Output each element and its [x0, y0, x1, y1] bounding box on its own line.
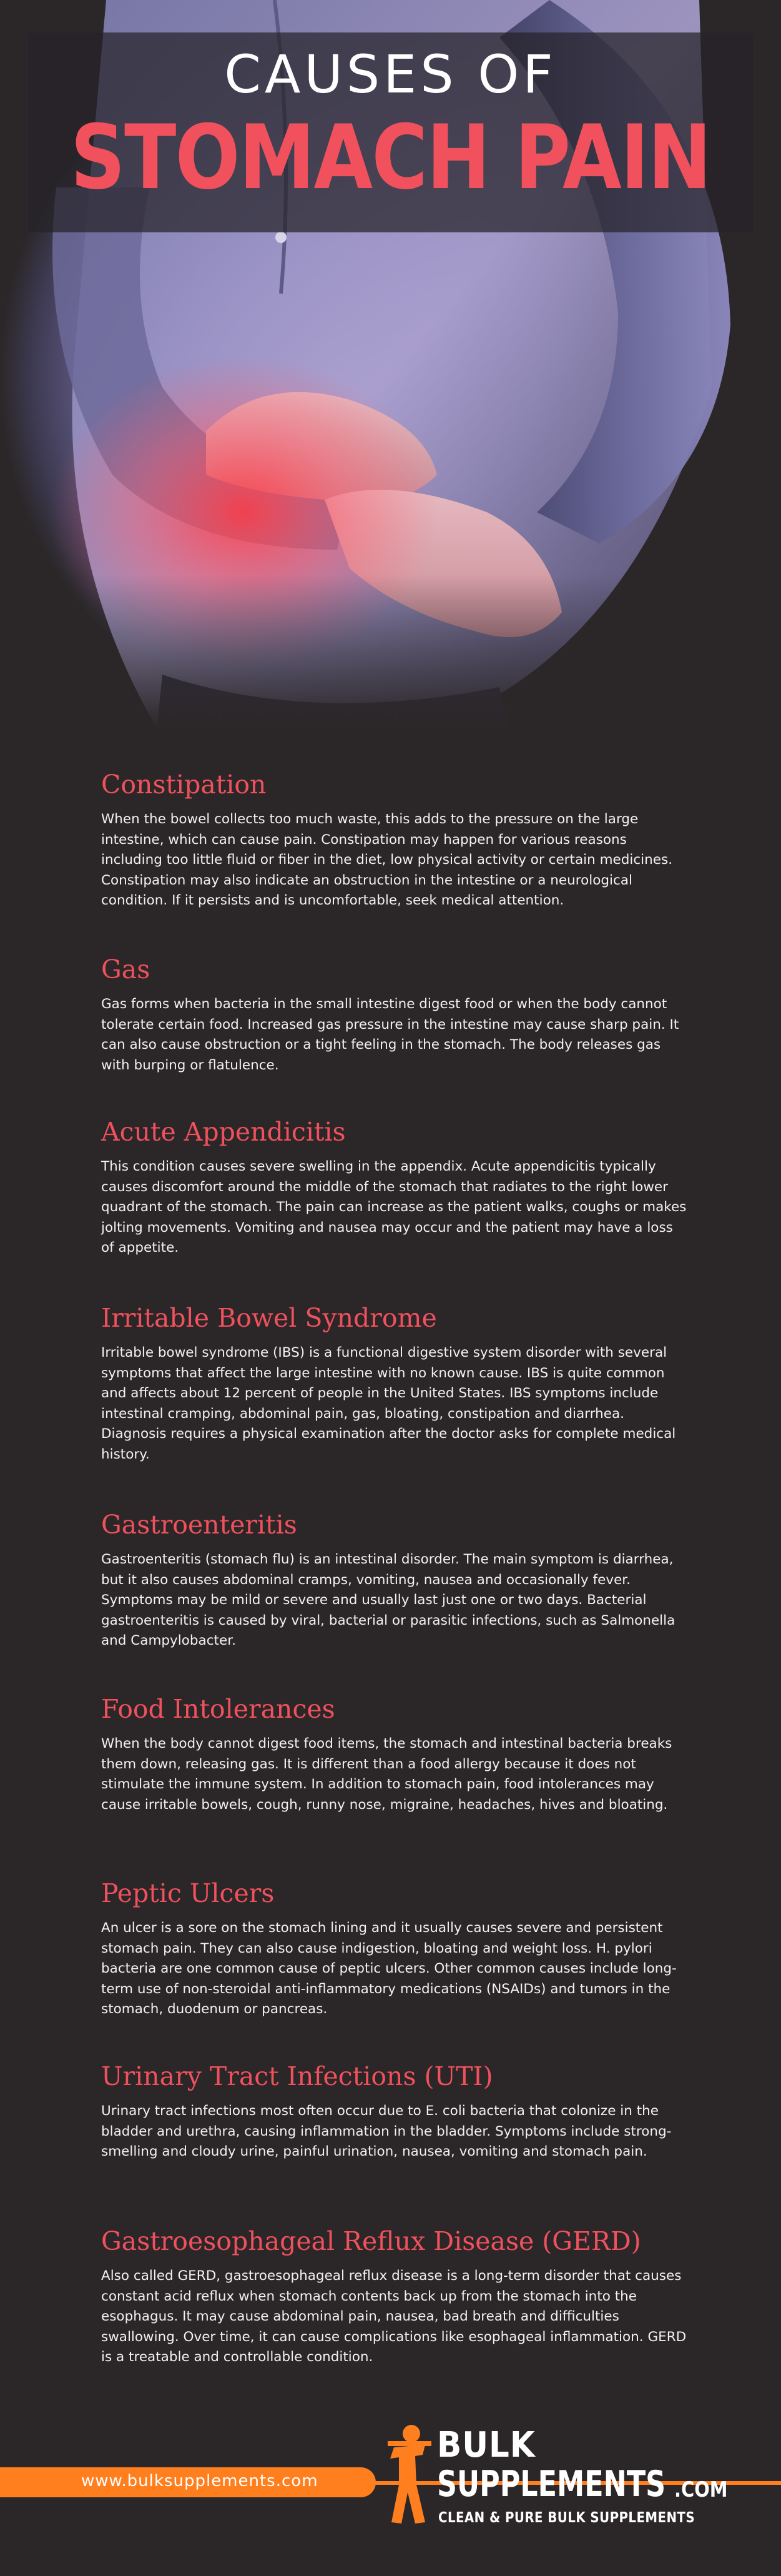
section-uti — [101, 2060, 688, 2162]
section-title: Acute Appendicitis — [101, 1117, 346, 1147]
section-body: Irritable bowel syndrome (IBS) is a functional digestive system disorder with several symptoms that affect the large intestine with no known cause. IBS is quite common and affects about 12 percent of people in the United States. IBS symptoms include intestinal cramping, abdominal pain, gas, bloating, constipation and diarrhea. Diagnosis requires a physical examination after the doctor asks for complete medical history. — [101, 1345, 676, 1462]
section-body: Also called GERD, gastroesophageal reflux disease is a long-term disorder that causes constant acid reflux when stomach contents back up from the stomach into the esophagus. It may cause abdominal pain, nausea, bad breath and difficulties swallowing. Over time, it can cause complications like esophageal inflammation. GERD is a treatable and controllable condition. — [101, 2268, 687, 2365]
section-body: An ulcer is a sore on the stomach lining and it usually causes severe and persistent stomach pain. They can also cause indigestion, bloating and weight loss. H. pylori bacteria are one common cause of peptic ulcers. Other common causes include long-term use of non-steroidal anti-inflammatory medications (NSAIDs) and tumors in the stomach, duodenum or pancreas. — [101, 1920, 677, 2017]
section-peptic-ulcers — [101, 1877, 688, 2020]
section-title: Peptic Ulcers — [101, 1878, 275, 1908]
title-top: CAUSES OF — [224, 44, 557, 105]
logo-bulk-text: BULK — [437, 2425, 536, 2465]
section-title: Gastroesophageal Reflux Disease (GERD) — [101, 2226, 641, 2256]
section-gas — [101, 953, 688, 1076]
hero-fade — [0, 575, 781, 737]
section-ibs — [101, 1302, 688, 1465]
logo-tagline: CLEAN & PURE BULK SUPPLEMENTS — [438, 2510, 695, 2526]
weightlifter-logo-icon — [388, 2422, 431, 2525]
logo-supplements-text: SUPPLEMENTS — [437, 2464, 666, 2505]
section-title: Irritable Bowel Syndrome — [101, 1303, 437, 1333]
section-body: Gas forms when bacteria in the small intestine digest food or when the body cannot tolerate certain food. Increased gas pressure in the intestine may cause sharp pain. It can also cause obstruction or a tight feeling in the stomach. The body releases gas with burping or flatulence. — [101, 996, 679, 1073]
section-body: This condition causes severe swelling in the appendix. Acute appendicitis typically causes discomfort around the middle of the stomach that radiates to the right lower quadrant of the stomach. The pain can increase as the patient walks, coughs or makes jolting movements. Vomiting and nausea may occur and the patient may have a loss of appetite. — [101, 1159, 687, 1256]
section-body: Gastroenteritis (stomach flu) is an intestinal disorder. The main symptom is diarrhea, but it also causes abdominal cramps, vomiting, nausea and occasionally fever. Symptoms may be mild or severe and usually last just one or two days. Bacterial gastroenteritis is caused by viral, bacterial or parasitic infections, such as Salmonella and Campylobacter. — [101, 1552, 675, 1648]
section-gerd — [101, 2225, 688, 2368]
section-title: Food Intolerances — [101, 1694, 335, 1724]
section-title: Constipation — [101, 770, 267, 800]
section-constipation — [101, 768, 688, 911]
section-food-intolerances — [101, 1693, 688, 1815]
logo-com-text: .COM — [674, 2477, 728, 2502]
section-title: Gas — [101, 954, 150, 984]
section-title: Urinary Tract Infections (UTI) — [101, 2061, 493, 2091]
section-gastroenteritis — [101, 1508, 688, 1652]
section-body: Urinary tract infections most often occur due to E. coli bacteria that colonize in the bladder and urethra, causing inflammation in the bladder. Symptoms include strong-smelling and cloudy urine, painful urination, nausea, vomiting and stomach pain. — [101, 2103, 672, 2159]
section-acute-appendicitis — [101, 1116, 688, 1259]
page-title: STOMACH PAIN — [70, 106, 711, 209]
website-link[interactable]: www.bulksupplements.com — [81, 2472, 318, 2490]
section-body: When the bowel collects too much waste, this adds to the pressure on the large intestine, which can cause pain. Constipation may happen for various reasons including too little fluid or fiber in the diet, low physical activity or certain medicines. Constipation may also indicate an obstruction in the intestine or a neurological condition. If it persists and is uncomfortable, seek medical attention. — [101, 811, 673, 908]
section-title: Gastroenteritis — [101, 1510, 297, 1540]
section-body: When the body cannot digest food items, the stomach and intestinal bacteria breaks them down, releasing gas. It is different than a food allergy because it does not stimulate the immune system. In addition to stomach pain, food intolerances may cause irritable bowels, cough, runny nose, migraine, headaches, hives and bloating. — [101, 1736, 672, 1813]
